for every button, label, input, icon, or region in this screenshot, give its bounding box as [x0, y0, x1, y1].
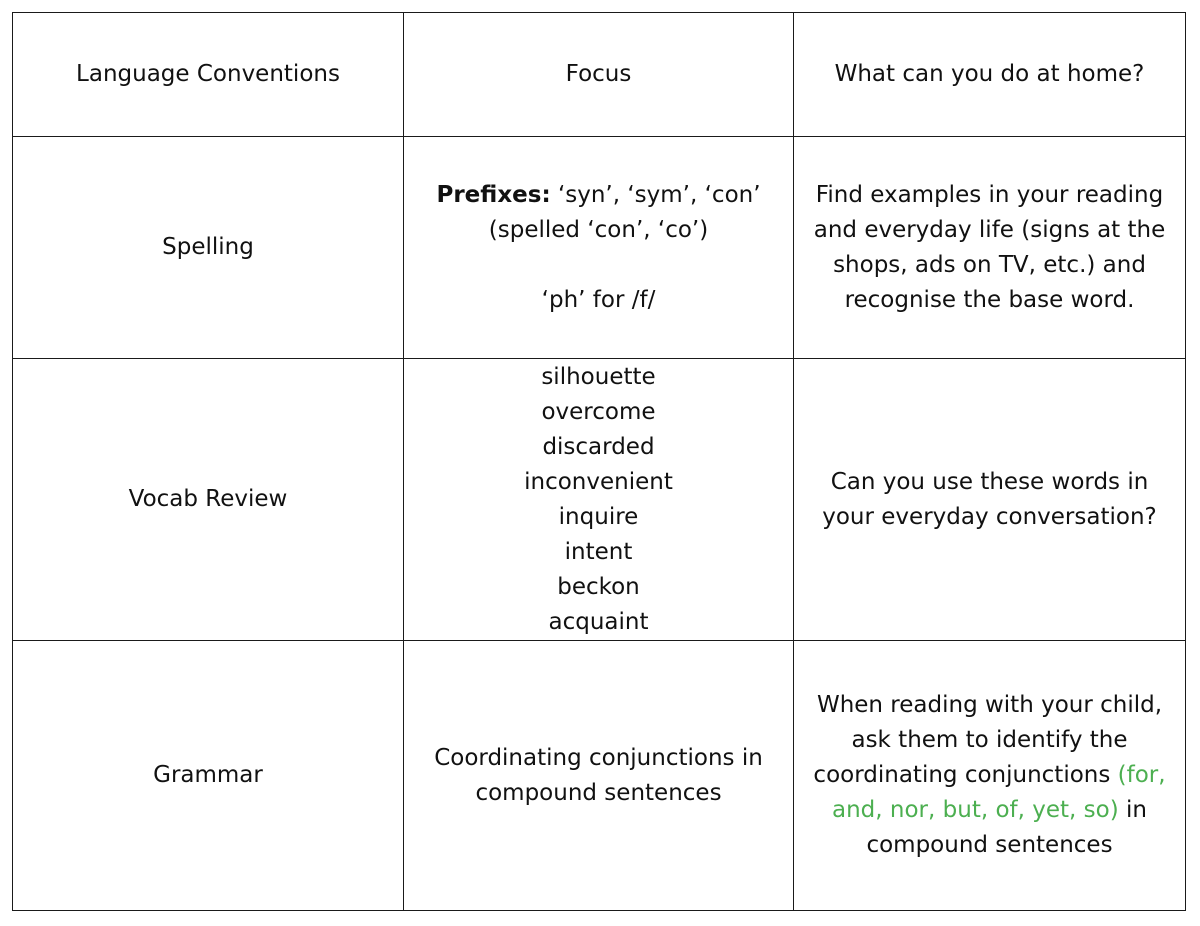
spelling-focus-line-1 — [418, 178, 779, 213]
grammar-home-text: coordinating conjunctions — [813, 762, 1118, 788]
vocab-words-cell — [404, 359, 794, 641]
vocab-word: silhouette — [541, 363, 656, 390]
header-focus: Focus — [404, 13, 794, 137]
spelling-home-cell — [794, 137, 1186, 359]
grammar-home-cell — [794, 641, 1186, 911]
prefixes-label: Prefixes: — [436, 181, 551, 208]
vocab-word: discarded — [542, 433, 655, 460]
grammar-home-line-3 — [808, 758, 1171, 793]
row-label-vocab-review: Vocab Review — [13, 359, 404, 641]
vocab-word: acquaint — [548, 608, 649, 635]
grammar-home-line-4 — [808, 793, 1171, 828]
spelling-focus-cell — [404, 137, 794, 359]
grammar-home-line-2: ask them to identify the — [851, 727, 1128, 753]
grammar-home-line-1: When reading with your child, — [816, 692, 1163, 718]
header-row — [13, 13, 1186, 137]
vocab-home-line: Can you use these words in — [830, 468, 1149, 495]
spelling-focus-spacer — [418, 248, 779, 283]
grammar-focus-cell — [404, 641, 794, 911]
conjunctions-highlight: and, nor, but, of, yet, so) — [832, 797, 1119, 823]
vocab-word: intent — [564, 538, 633, 565]
spelling-home-line: and everyday life (signs at the — [813, 216, 1166, 243]
language-conventions-table — [12, 12, 1186, 911]
row-label-spelling: Spelling — [13, 137, 404, 359]
vocab-word: beckon — [557, 573, 640, 600]
spelling-home-line: shops, ads on TV, etc.) and — [833, 251, 1146, 278]
grammar-home-text: in — [1118, 797, 1147, 823]
vocab-word: overcome — [541, 398, 656, 425]
table-row-spelling — [13, 137, 1186, 359]
conjunctions-highlight: (for, — [1117, 762, 1166, 788]
vocab-home-cell — [794, 359, 1186, 641]
spelling-home-line: Find examples in your reading — [815, 181, 1164, 208]
grammar-home-line-5: compound sentences — [866, 832, 1113, 858]
vocab-word: inquire — [558, 503, 639, 530]
header-home-activity: What can you do at home? — [794, 13, 1186, 137]
vocab-word: inconvenient — [524, 468, 673, 495]
header-language-conventions: Language Conventions — [13, 13, 404, 137]
prefixes-values: ‘syn’, ‘sym’, ‘con’ — [550, 181, 761, 208]
grammar-focus-line: compound sentences — [475, 779, 722, 806]
vocab-home-line: your everyday conversation? — [822, 503, 1157, 530]
table-row-vocab — [13, 359, 1186, 641]
spelling-focus-line-3: ‘ph’ for /f/ — [541, 286, 656, 313]
row-label-grammar: Grammar — [13, 641, 404, 911]
spelling-focus-line-2: (spelled ‘con’, ‘co’) — [488, 216, 709, 243]
spelling-home-line: recognise the base word. — [844, 286, 1135, 313]
grammar-focus-line: Coordinating conjunctions in — [434, 744, 763, 771]
table-row-grammar — [13, 641, 1186, 911]
